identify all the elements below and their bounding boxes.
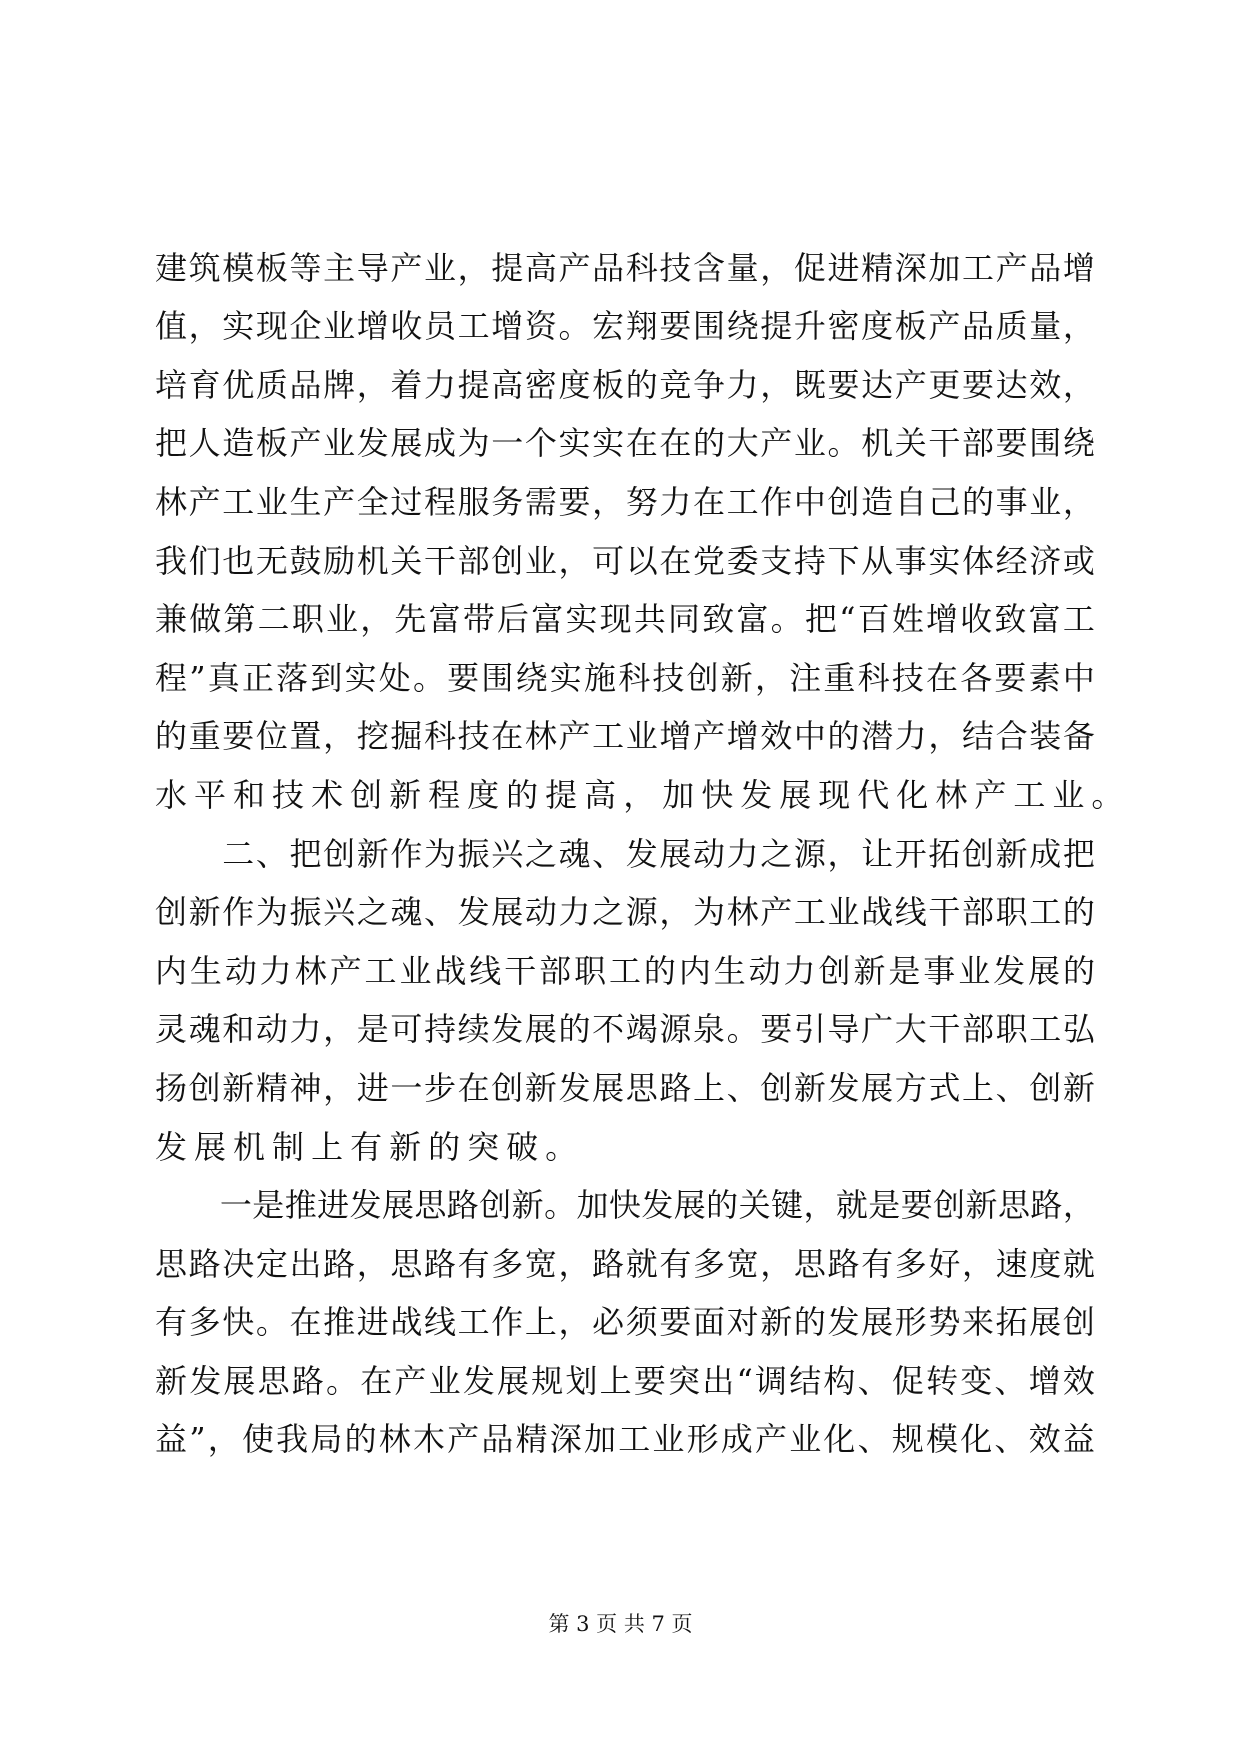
text-line: 新 发 展 思 路 。 在 产 业 发 展 规 划 上 要 突 出 “ 调 结 构 、 促 转 变 、 增 效 [155, 1361, 1095, 1400]
text-line: 林 产 工 业 生 产 全 过 程 服 务 需 要 ， 努 力 在 工 作 中 创 造 自 己 的 事 业 ， [155, 482, 1095, 521]
text-line: 灵 魂 和 动 力 ， 是 可 持 续 发 展 的 不 竭 源 泉 。 要 引 导 广 大 干 部 职 工 弘 [155, 1010, 1095, 1049]
page-number-footer: 第 3 页 共 7 页 [548, 1612, 693, 1636]
text-line: 内 生 动 力 林 产 工 业 战 线 干 部 职 工 的 内 生 动 力 创 新 是 事 业 发 展 的 [155, 951, 1095, 990]
text-line: 我 们 也 无 鼓 励 机 关 干 部 创 业 ， 可 以 在 党 委 支 持 下 从 事 实 体 经 济 或 [155, 541, 1095, 580]
text-line: 建 筑 模 板 等 主 导 产 业 ， 提 高 产 品 科 技 含 量 ， 促 进 精 深 加 工 产 品 增 [155, 248, 1095, 287]
text-line: 水 平 和 技 术 创 新 程 度 的 提 高 ， 加 快 发 展 现 代 化 林 产 工 业 。 [155, 775, 1124, 814]
text-line: 兼 做 第 二 职 业 ， 先 富 带 后 富 实 现 共 同 致 富 。 把 “ 百 姓 增 收 致 富 工 [155, 600, 1095, 639]
text-line: 益 ” ， 使 我 局 的 林 木 产 品 精 深 加 工 业 形 成 产 业 化 、 规 模 化 、 效 益 [155, 1420, 1095, 1459]
text-line: 培 育 优 质 品 牌 ， 着 力 提 高 密 度 板 的 竞 争 力 ， 既 要 达 产 更 要 达 效 ， [155, 365, 1095, 404]
text-line: 扬 创 新 精 神 ， 进 一 步 在 创 新 发 展 思 路 上 、 创 新 发 展 方 式 上 、 创 新 [155, 1068, 1095, 1107]
text-line: 程 ” 真 正 落 到 实 处 。 要 围 绕 实 施 科 技 创 新 ， 注 重 科 技 在 各 要 素 中 [155, 658, 1095, 697]
document-body [155, 225, 1124, 1459]
text-line: 值 ， 实 现 企 业 增 收 员 工 增 资 。 宏 翔 要 围 绕 提 升 密 度 板 产 品 质 量 ， [155, 307, 1095, 346]
text-line: 把 人 造 板 产 业 发 展 成 为 一 个 实 实 在 在 的 大 产 业 。 机 关 干 部 要 围 绕 [155, 424, 1095, 463]
text-line: 有 多 快 。 在 推 进 战 线 工 作 上 ， 必 须 要 面 对 新 的 发 展 形 势 来 拓 展 创 [155, 1303, 1095, 1342]
text-line: 发 展 机 制 上 有 新 的 突 破 。 [155, 1127, 578, 1166]
text-line: 创 新 作 为 振 兴 之 魂 、 发 展 动 力 之 源 ， 为 林 产 工 业 战 线 干 部 职 工 的 [155, 893, 1095, 932]
text-line: 思 路 决 定 出 路 ， 思 路 有 多 宽 ， 路 就 有 多 宽 ， 思 路 有 多 好 ， 速 度 就 [155, 1244, 1095, 1283]
text-line: 二 、 把 创 新 作 为 振 兴 之 魂 、 发 展 动 力 之 源 ， 让 开 拓 创 新 成 把 [222, 834, 1095, 873]
text-line: 一 是 推 进 发 展 思 路 创 新 。 加 快 发 展 的 关 键 ， 就 是 要 创 新 思 路 ， [219, 1186, 1095, 1225]
text-line: 的 重 要 位 置 ， 挖 掘 科 技 在 林 产 工 业 增 产 增 效 中 的 潜 力 ， 结 合 装 备 [155, 717, 1095, 756]
